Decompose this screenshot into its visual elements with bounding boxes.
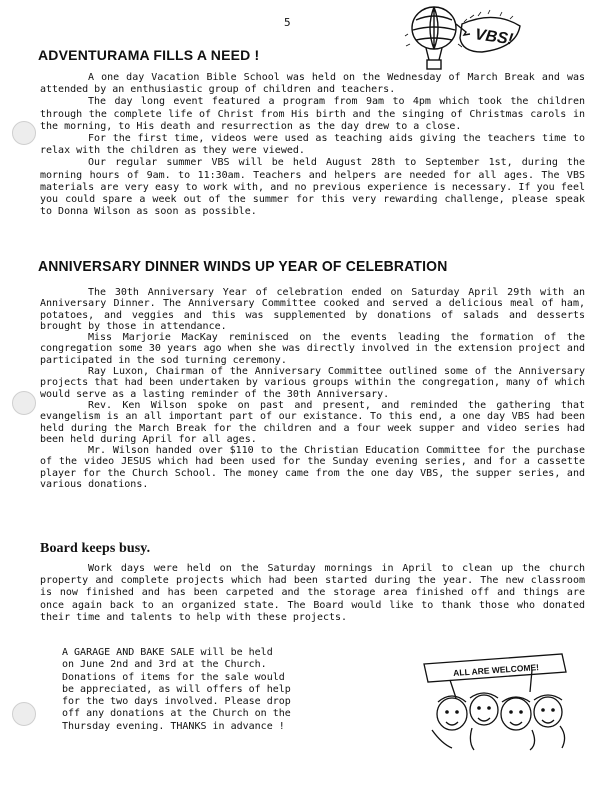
article-paragraph: The day long event featured a program from 9am to 4pm which took the children through the complete life of Christ from His birth and the singing of Christmas carols in the morning, to His death and resurrection as the day drew to a close. [40, 96, 585, 132]
article-paragraph: Rev. Ken Wilson spoke on past and present, and reminded the gathering that evangelism is an all important part of our existance. To this end, a one day VBS had been held during the March Break for the children and a four week supper and video series had been held during April for all ages. [40, 399, 585, 445]
article-paragraph: For the first time, videos were used as teaching aids giving the teachers time to relax with the children as they were viewed. [40, 133, 585, 157]
balloon-basket [427, 60, 441, 69]
article-paragraph: Mr. Wilson handed over $110 to the Christian Education Committee for the purchase of the video JESUS which had been used for the Sunday evening series, and for a cassette player for the Church School. The money came from the one day VBS, the supper series, and various donations. [40, 445, 585, 491]
article-adventurama-body [40, 72, 585, 218]
bake-sale-line: Donations of items for the sale would [62, 671, 285, 683]
article-paragraph: A one day Vacation Bible School was held on the Wednesday of March Break and was attended by an enthusiastic group of children and teachers. [40, 72, 585, 96]
headline-adventurama: ADVENTURAMA FILLS A NEED ! [38, 47, 260, 63]
bake-sale-line: for the two days involved. Please drop [62, 696, 291, 708]
welcome-banner-text: ALL ARE WELCOME! [452, 662, 540, 678]
page-number: 5 [284, 16, 291, 29]
article-paragraph: Our regular summer VBS will be held August 28th to September 1st, during the morning hours of 9am. to 11:30am. Teachers and helpers are needed for all ages. The VBS materials are very easy to work with, and no previous experience is necessary. If you feel you could spare a week out of the summer for this very rewarding challenge, please speak to Donna Wilson as soon as possible. [40, 157, 585, 218]
article-paragraph: Ray Luxon, Chairman of the Anniversary Committee outlined some of the Anniversary projects that had been undertaken by various groups within the congregation, many of which would serve as a lasting reminder of the 30th Anniversary. [40, 366, 585, 400]
article-paragraph: Work days were held on the Saturday mornings in April to clean up the church property and complete projects which had been started during the year. The new classroom is now finished and has been carpeted and the storage area finished off and things are once again back to an organized state. The Board would like to thank those who donated their time and talents to help with these projects. [40, 563, 585, 623]
article-paragraph: The 30th Anniversary Year of celebration ended on Saturday April 29th with an Anniversary Dinner. The Anniversary Committee cooked and served a delicious meal of ham, potatoes, and veggies and this was supplemented by donations of salads and desserts brought by those in attendance. [40, 287, 585, 332]
bake-sale-line: be appreciated, as will offers of help [62, 683, 291, 695]
vbs-logo-text: VBS! [473, 26, 515, 49]
binder-hole-top [12, 121, 36, 145]
article-board-body [40, 563, 585, 624]
headline-anniversary-dinner: ANNIVERSARY DINNER WINDS UP YEAR OF CELEBRATION [38, 258, 448, 275]
article-anniversary-body [40, 287, 585, 490]
headline-board-keeps-busy: Board keeps busy. [40, 541, 151, 556]
article-paragraph: Miss Marjorie MacKay reminisced on the events leading the formation of the congregation some 30 years ago when she was directly involved in the extension project and participated in the sod turning ceremony. [40, 332, 585, 366]
bake-sale-line: A GARAGE AND BAKE SALE will be held [62, 647, 273, 658]
bake-sale-line: off any donations at the Church on the [62, 708, 291, 720]
binder-hole-bottom [12, 702, 36, 726]
bake-sale-notice [62, 647, 342, 733]
all-are-welcome-illustration [412, 652, 580, 752]
bake-sale-line: on June 2nd and 3rd at the Church. [62, 659, 267, 671]
bake-sale-line: Thursday evening. THANKS in advance ! [62, 720, 285, 732]
binder-hole-middle [12, 391, 36, 415]
